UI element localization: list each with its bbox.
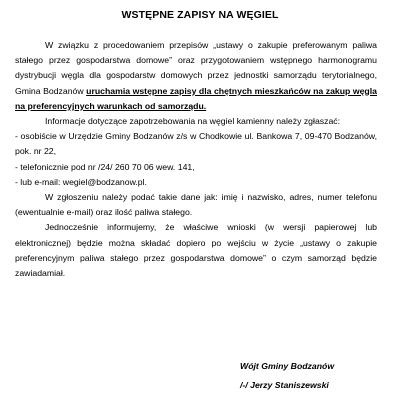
contact-item-phone: - telefonicznie pod nr /24/ 260 70 06 wew. 141, bbox=[15, 161, 195, 172]
document-body bbox=[15, 38, 377, 281]
contact-item-in-person: - osobiście w Urzędzie Gminy Bodzanów z/s w Chodkowie ul. Bankowa 7, 09-470 Bodzanów, pok. nr 22, bbox=[15, 131, 377, 157]
document-title: WSTĘPNE ZAPISY NA WĘGIEL bbox=[121, 9, 279, 21]
intro-text: W związku z procedowaniem przepisów „ustawy o zakupie preferowanym paliwa stałego przez gospodarstwa domowe” oraz przygotowaniem wstępnego harmonogramu dystrybucji węgla dla gospodarstw domowych przez jednostki samorządu terytorialnego, Gmina Bodzanów bbox=[15, 40, 377, 96]
signature-title: Wójt Gminy Bodzanów bbox=[240, 361, 335, 371]
intro-paragraph bbox=[15, 38, 377, 114]
signature-name: /-/ Jerzy Staniszewski bbox=[240, 380, 329, 390]
info-intro-text: Informacje dotyczące zapotrzebowania na węgiel kamienny należy zgłaszać: bbox=[45, 116, 341, 127]
closing-info-paragraph: Jednocześnie informujemy, że właściwe wnioski (w wersji papierowej lub elektronicznej) będzie można składać dopiero po wejściu w życie „ustawy o zakupie preferencyjnym paliwa stałego przez gospodarstwa domowe” o czym samorząd będzie zawiadamiał. bbox=[15, 222, 377, 279]
contact-item-email: - lub e-mail: wegiel@bodzanow.pl. bbox=[15, 176, 147, 187]
intro-emphasis-text: uruchamia wstępne zapisy dla chętnych mieszkańców na zakup węgla na preferencyjnych warunkach od samorządu. bbox=[15, 85, 377, 111]
signature-block bbox=[240, 357, 334, 395]
request-info-paragraph: W zgłoszeniu należy podać takie dane jak: imię i nazwisko, adres, numer telefonu (ewentualnie e-mail) oraz ilość paliwa stałego. bbox=[15, 192, 377, 218]
